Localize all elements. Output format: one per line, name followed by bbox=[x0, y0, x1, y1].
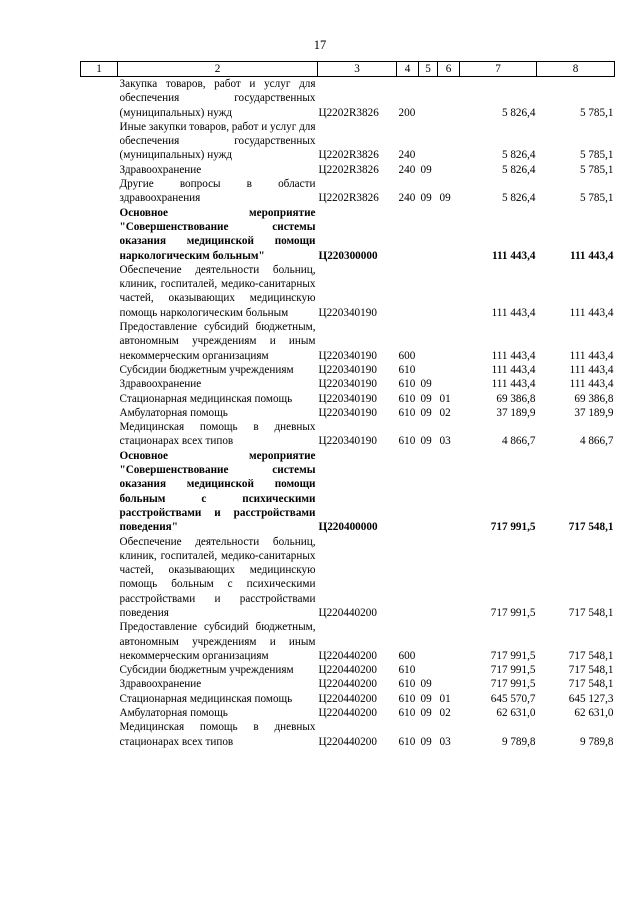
row-name: Предоставление субсидий бюджетным, автономным учреждениям и иным некоммерческим организациям bbox=[119, 621, 316, 662]
row-name: Здравоохранение bbox=[119, 678, 202, 691]
row-target-code: Ц220440200 bbox=[318, 707, 377, 720]
header-col-4: 4 bbox=[397, 62, 419, 77]
row-section bbox=[419, 120, 438, 163]
row-expense-type: 240 bbox=[398, 149, 416, 162]
row-subsection bbox=[438, 206, 460, 263]
row-amount-2: 5 785,1 bbox=[579, 192, 614, 205]
row-amount-2: 62 631,0 bbox=[574, 707, 614, 720]
header-col-8: 8 bbox=[537, 62, 615, 77]
row-index-cell bbox=[81, 392, 118, 406]
row-amount-1: 111 443,4 bbox=[491, 363, 536, 376]
row-expense-type: 240 bbox=[398, 192, 416, 205]
row-subsection bbox=[438, 377, 460, 391]
table-row bbox=[81, 120, 615, 163]
row-index-cell bbox=[81, 663, 118, 677]
row-target-code: Ц220340190 bbox=[318, 392, 377, 405]
row-amount-1: 5 826,4 bbox=[501, 192, 536, 205]
row-subsection bbox=[438, 263, 460, 320]
row-amount-2: 69 386,8 bbox=[574, 392, 614, 405]
row-target-code: Ц220440200 bbox=[318, 664, 377, 677]
row-amount-2: 717 548,1 bbox=[568, 664, 614, 677]
row-amount-2: 717 548,1 bbox=[568, 606, 614, 619]
row-target-code: Ц220340190 bbox=[318, 435, 377, 448]
row-expense-type: 610 bbox=[398, 664, 416, 677]
row-subsection bbox=[438, 77, 460, 120]
row-subsection bbox=[438, 163, 460, 177]
row-section bbox=[419, 263, 438, 320]
row-subsection bbox=[438, 320, 460, 363]
row-amount-1: 5 826,4 bbox=[501, 149, 536, 162]
row-index-cell bbox=[81, 406, 118, 420]
row-section bbox=[419, 320, 438, 363]
table-row bbox=[81, 77, 615, 120]
row-amount-2: 717 548,1 bbox=[568, 678, 614, 691]
row-section: 09 bbox=[420, 735, 432, 748]
row-target-code: Ц220440200 bbox=[318, 692, 377, 705]
row-subsection: 03 bbox=[439, 735, 451, 748]
row-index-cell bbox=[81, 77, 118, 120]
row-target-code: Ц220340190 bbox=[318, 363, 377, 376]
row-name: Медицинская помощь в дневных стационарах всех типов bbox=[119, 721, 316, 748]
row-expense-type: 610 bbox=[398, 692, 416, 705]
row-section: 09 bbox=[420, 435, 432, 448]
row-index-cell bbox=[81, 206, 118, 263]
table-row bbox=[81, 706, 615, 720]
row-index-cell bbox=[81, 677, 118, 691]
table-body bbox=[81, 77, 615, 749]
row-subsection bbox=[438, 535, 460, 621]
row-target-code: Ц220400000 bbox=[318, 521, 378, 534]
row-expense-type bbox=[397, 263, 419, 320]
row-section bbox=[419, 206, 438, 263]
row-index-cell bbox=[81, 120, 118, 163]
row-amount-1: 111 443,4 bbox=[491, 378, 536, 391]
row-amount-1: 62 631,0 bbox=[496, 707, 536, 720]
table-row bbox=[81, 535, 615, 621]
row-amount-1: 37 189,9 bbox=[496, 406, 536, 419]
row-amount-1: 111 443,4 bbox=[491, 249, 536, 262]
row-section bbox=[419, 535, 438, 621]
row-section bbox=[419, 449, 438, 535]
row-name: Другие вопросы в области здравоохранения bbox=[119, 178, 316, 205]
row-amount-1: 9 789,8 bbox=[501, 735, 536, 748]
row-target-code: Ц220340190 bbox=[318, 378, 377, 391]
row-amount-2: 717 548,1 bbox=[568, 521, 614, 534]
table-row bbox=[81, 177, 615, 206]
row-amount-1: 717 991,5 bbox=[490, 678, 536, 691]
table-row bbox=[81, 392, 615, 406]
row-amount-1: 717 991,5 bbox=[490, 606, 536, 619]
row-amount-2: 111 443,4 bbox=[569, 378, 614, 391]
header-col-7: 7 bbox=[460, 62, 537, 77]
row-section bbox=[419, 77, 438, 120]
row-amount-1: 717 991,5 bbox=[490, 664, 536, 677]
row-subsection bbox=[438, 449, 460, 535]
row-expense-type: 610 bbox=[398, 707, 416, 720]
row-expense-type bbox=[397, 206, 419, 263]
row-subsection bbox=[438, 620, 460, 663]
row-amount-1: 4 866,7 bbox=[501, 435, 536, 448]
row-name: Медицинская помощь в дневных стационарах всех типов bbox=[119, 421, 316, 448]
table-row bbox=[81, 677, 615, 691]
budget-table bbox=[80, 61, 615, 749]
row-target-code: Ц220340190 bbox=[318, 306, 377, 319]
row-expense-type: 610 bbox=[398, 735, 416, 748]
row-section: 09 bbox=[420, 192, 432, 205]
table-row bbox=[81, 406, 615, 420]
row-subsection bbox=[438, 677, 460, 691]
row-amount-1: 717 991,5 bbox=[490, 649, 536, 662]
row-section: 09 bbox=[420, 406, 432, 419]
row-amount-2: 5 785,1 bbox=[579, 163, 614, 176]
row-subsection: 09 bbox=[439, 192, 451, 205]
row-target-code: Ц220340190 bbox=[318, 406, 377, 419]
row-amount-1: 717 991,5 bbox=[490, 521, 536, 534]
row-expense-type: 610 bbox=[398, 678, 416, 691]
row-target-code: Ц2202R3826 bbox=[318, 149, 379, 162]
row-section: 09 bbox=[420, 692, 432, 705]
row-name: Стационарная медицинская помощь bbox=[119, 692, 293, 705]
row-expense-type: 240 bbox=[398, 163, 416, 176]
row-index-cell bbox=[81, 363, 118, 377]
row-name: Стационарная медицинская помощь bbox=[119, 392, 293, 405]
header-col-1: 1 bbox=[81, 62, 118, 77]
row-target-code: Ц2202R3826 bbox=[318, 106, 379, 119]
row-expense-type: 600 bbox=[398, 649, 416, 662]
row-subsection: 01 bbox=[439, 692, 451, 705]
row-section bbox=[419, 363, 438, 377]
row-amount-1: 111 443,4 bbox=[491, 349, 536, 362]
table-row bbox=[81, 449, 615, 535]
header-col-2: 2 bbox=[118, 62, 318, 77]
row-name: Закупка товаров, работ и услуг для обеспечения государственных (муниципальных) нужд bbox=[119, 78, 316, 119]
row-amount-2: 645 127,3 bbox=[568, 692, 614, 705]
table-row bbox=[81, 206, 615, 263]
row-expense-type: 200 bbox=[398, 106, 416, 119]
row-section bbox=[419, 663, 438, 677]
table-header bbox=[81, 62, 615, 77]
table-row bbox=[81, 663, 615, 677]
row-name: Субсидии бюджетным учреждениям bbox=[119, 363, 294, 376]
row-amount-2: 37 189,9 bbox=[574, 406, 614, 419]
row-target-code: Ц220440200 bbox=[318, 649, 377, 662]
row-amount-2: 717 548,1 bbox=[568, 649, 614, 662]
header-col-6: 6 bbox=[438, 62, 460, 77]
row-index-cell bbox=[81, 163, 118, 177]
row-index-cell bbox=[81, 177, 118, 206]
table-row bbox=[81, 263, 615, 320]
row-section: 09 bbox=[420, 392, 432, 405]
row-index-cell bbox=[81, 320, 118, 363]
row-amount-1: 5 826,4 bbox=[501, 106, 536, 119]
row-expense-type: 610 bbox=[398, 392, 416, 405]
row-name: Амбулаторная помощь bbox=[119, 707, 228, 720]
row-amount-2: 9 789,8 bbox=[579, 735, 614, 748]
row-subsection bbox=[438, 120, 460, 163]
row-name: Основное мероприятие "Совершенствование системы оказания медицинской помощи больным с психическими расстройствами и расстройствами поведения" bbox=[119, 449, 316, 534]
row-name: Основное мероприятие "Совершенствование системы оказания медицинской помощи наркологическим больным" bbox=[119, 206, 316, 262]
header-col-5: 5 bbox=[419, 62, 438, 77]
row-expense-type: 610 bbox=[398, 363, 416, 376]
row-index-cell bbox=[81, 720, 118, 749]
row-section: 09 bbox=[420, 378, 432, 391]
row-section: 09 bbox=[420, 707, 432, 720]
row-amount-2: 111 443,4 bbox=[569, 349, 614, 362]
row-amount-2: 5 785,1 bbox=[579, 149, 614, 162]
table-row bbox=[81, 420, 615, 449]
table-row bbox=[81, 377, 615, 391]
row-index-cell bbox=[81, 420, 118, 449]
table-row bbox=[81, 692, 615, 706]
row-index-cell bbox=[81, 535, 118, 621]
row-expense-type: 600 bbox=[398, 349, 416, 362]
row-subsection bbox=[438, 363, 460, 377]
row-index-cell bbox=[81, 692, 118, 706]
header-row bbox=[81, 62, 615, 77]
row-target-code: Ц220440200 bbox=[318, 678, 377, 691]
page-number: 17 bbox=[313, 38, 327, 52]
row-amount-1: 5 826,4 bbox=[501, 163, 536, 176]
row-section: 09 bbox=[420, 163, 432, 176]
row-expense-type bbox=[397, 535, 419, 621]
row-name: Субсидии бюджетным учреждениям bbox=[119, 664, 294, 677]
row-name: Обеспечение деятельности больниц, клиник, госпиталей, медико-санитарных частей, оказывающих медицинскую помощь больным с психическими расстройствами и расстройствами поведения bbox=[119, 535, 316, 619]
row-amount-2: 5 785,1 bbox=[579, 106, 614, 119]
table-row bbox=[81, 620, 615, 663]
row-target-code: Ц2202R3826 bbox=[318, 192, 379, 205]
row-expense-type bbox=[397, 449, 419, 535]
row-amount-1: 111 443,4 bbox=[491, 306, 536, 319]
row-expense-type: 610 bbox=[398, 435, 416, 448]
row-amount-2: 111 443,4 bbox=[569, 249, 614, 262]
row-subsection: 02 bbox=[439, 707, 451, 720]
row-index-cell bbox=[81, 706, 118, 720]
row-name: Обеспечение деятельности больниц, клиник, госпиталей, медико-санитарных частей, оказывающих медицинскую помощь наркологическим больным bbox=[119, 263, 316, 319]
table-row bbox=[81, 163, 615, 177]
row-name: Здравоохранение bbox=[119, 163, 202, 176]
table-row bbox=[81, 720, 615, 749]
row-amount-2: 111 443,4 bbox=[569, 306, 614, 319]
row-target-code: Ц220300000 bbox=[318, 249, 378, 262]
row-expense-type: 610 bbox=[398, 406, 416, 419]
row-index-cell bbox=[81, 377, 118, 391]
row-target-code: Ц220440200 bbox=[318, 735, 377, 748]
row-target-code: Ц220340190 bbox=[318, 349, 377, 362]
row-subsection: 01 bbox=[439, 392, 451, 405]
row-name: Иные закупки товаров, работ и услуг для обеспечения государственных (муниципальных) нужд bbox=[119, 120, 316, 162]
row-name: Амбулаторная помощь bbox=[119, 406, 228, 419]
row-amount-1: 645 570,7 bbox=[490, 692, 536, 705]
row-name: Предоставление субсидий бюджетным, автономным учреждениям и иным некоммерческим организациям bbox=[119, 321, 316, 362]
header-col-3: 3 bbox=[318, 62, 397, 77]
table-row bbox=[81, 320, 615, 363]
row-index-cell bbox=[81, 620, 118, 663]
row-section bbox=[419, 620, 438, 663]
row-section: 09 bbox=[420, 678, 432, 691]
row-index-cell bbox=[81, 263, 118, 320]
row-target-code: Ц2202R3826 bbox=[318, 163, 379, 176]
row-subsection: 03 bbox=[439, 435, 451, 448]
row-subsection: 02 bbox=[439, 406, 451, 419]
row-amount-1: 69 386,8 bbox=[496, 392, 536, 405]
row-name: Здравоохранение bbox=[119, 378, 202, 391]
row-subsection bbox=[438, 663, 460, 677]
row-amount-2: 4 866,7 bbox=[579, 435, 614, 448]
row-target-code: Ц220440200 bbox=[318, 606, 377, 619]
row-expense-type: 610 bbox=[398, 378, 416, 391]
row-index-cell bbox=[81, 449, 118, 535]
row-amount-2: 111 443,4 bbox=[569, 363, 614, 376]
table-row bbox=[81, 363, 615, 377]
